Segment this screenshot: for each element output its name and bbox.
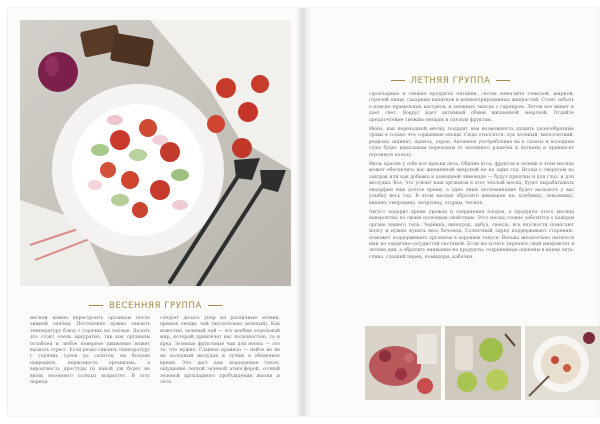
- spring-paragraph-1: Весной важно перестроить организм после зимней спячки. Постепенно нужно снизить температуру блюд с горячих на теплые. Делать это стоит очень аккуратно, так как организм ослаблен и любое неверное движение может вызвать стресс. Если резко снизить температуру с горячих супов до салатов, вы больше навредите, нервозность организма, а вероятность простуды (и какой уж будет не вновь весеннего солнца) возрастет. В этот период: [30, 316, 150, 386]
- spring-paragraph-2: следует делать упор на различные зелени, пряные овощи, чай (желательно зеленый). Как известно, зеленый чай — это вообще отдельный мир, который привлечет вас полезностью, то и вред. Зеленые фруктовые чаи для весны — это то, что нужно. Главное правило — пейте их не на холодный желудок и лучше в обеденное время. Это даст вам подходящее тепло, ощущение легкой зеленой атмосферой, сочной зеленой прохладного пробуждения жизни и лета.: [160, 316, 280, 386]
- cocktail-apples-photo: [445, 326, 521, 400]
- summer-section-title: ЛЕТНЯЯ ГРУППА: [410, 76, 491, 86]
- magazine-spread: [8, 8, 598, 416]
- spring-section-title: ВЕСЕННЯЯ ГРУППА: [109, 301, 202, 311]
- left-page: [8, 8, 303, 416]
- plate-dish-photo: [525, 326, 600, 400]
- heading-dash-left: [89, 305, 103, 306]
- right-page: [303, 8, 598, 416]
- summer-paragraph: Прохладные и свежие продукты питания. Летом избегайте тяжелой, жирной, горячей пищи, сахарных напитков и концентрированных жидкостей. Стоит забыть о поиске правильных кастрюль и овощных чипсах с гарниром. Летом все живет и дает свет. Вокруг идет активный обмен жизненной энергией. Отдайте предпочтение свежим овощам и спелым фруктам.: [369, 92, 574, 123]
- summer-paragraph: Август подарит время урожая и сохранения плодов, а продукты этого месяца невероятны по своим полезным свойствам. Этот месяц словно заботится о каждом органе нашего тела. Черника, виноград, арбуз, свекла, все вкусности помогают мозгу и нужно купить весь бочонок. Солнечный заряд поддерживает старению, поможет поддерживать организм в хорошем тонусе. Весьма желательно питаться ими по сердечно-сосудистой системой. Если вы хотите укрепить свой иммунитет в летние дни, а обратить внимание на продукты, сохраненные оценены в конце лета: слива, сладкий перец, помидоры, кабачки.: [369, 209, 574, 260]
- spring-text-column-1: [30, 316, 150, 408]
- summer-paragraph: Июль красив у себе все краски лета. Обилие ягод, фруктов и зелени в этом месяце может обеспечить вас жизненной энергией не на один год. Ягоды с творогом на завтрак или как добавка к домашней лимонаде — будут приятны и для глаз, и для желудка. Все, что усвоит наш организм в этот теплый месяц, будет вырабатывать эндорфин еще долгое время, а одно лишь воспоминание будет вызывать у вас улыбку весь год. В этом месяце обратите внимание на: клубнику, землянику, вишню, смородину, петрушку, огурцы, чеснок.: [369, 162, 574, 206]
- heading-dash-right: [496, 80, 510, 81]
- heading-dash-left: [391, 80, 405, 81]
- salad-photo: [20, 20, 291, 286]
- summer-text-body: [369, 92, 574, 322]
- spring-text-column-2: [160, 316, 280, 408]
- summer-paragraph: Июнь, как переходный месяц, подарит вам возможность пушить разнообразные травы в только что сорванные овощи. Сюда относятся: лук зеленый, многолетний, редиска, шпинат, щавель, укроп. Активное употребление их в салаты и холодные супы будет идеальным переходом от весеннего рациона к летнему и привнесет огромную пользу.: [369, 127, 574, 158]
- spring-section-heading: [8, 301, 303, 311]
- heading-dash-right: [208, 305, 222, 306]
- berries-photo: [365, 326, 441, 400]
- summer-section-heading: [303, 76, 598, 86]
